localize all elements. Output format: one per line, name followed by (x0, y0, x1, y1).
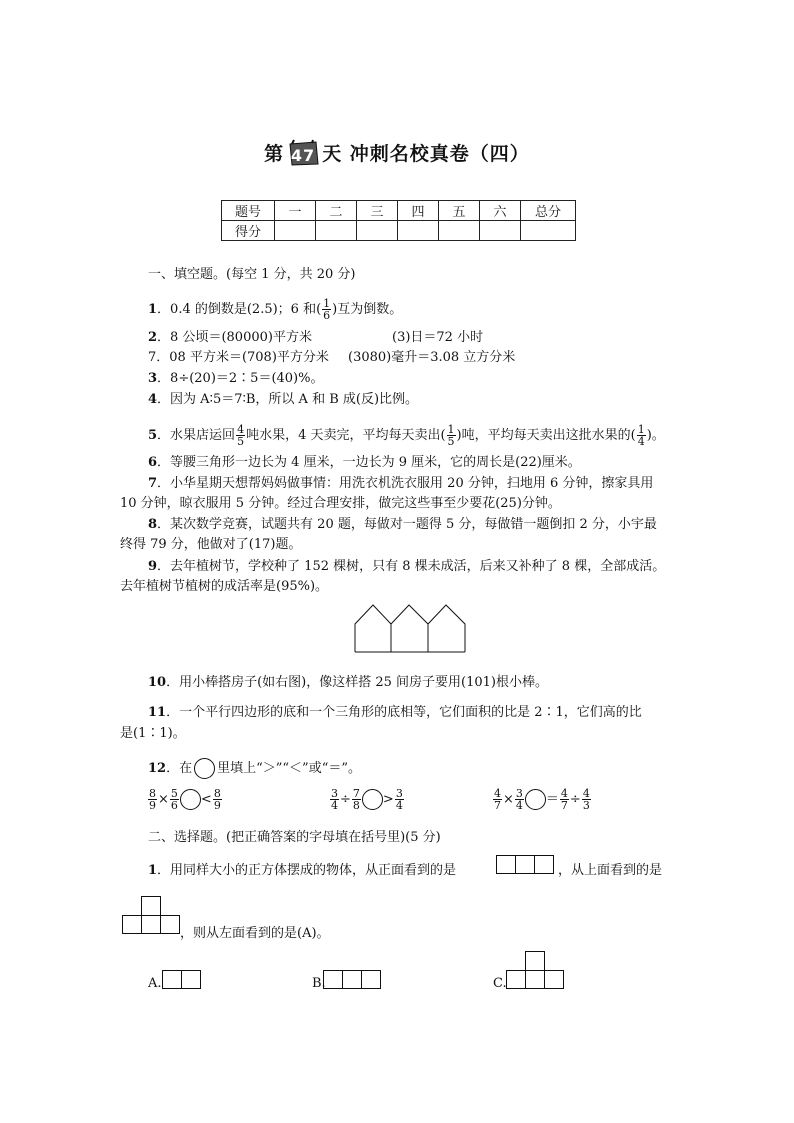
question-text: ．8 公顷＝(80000)平方米 (157, 330, 312, 345)
question-9b: 去年植树节植树的成活率是(95%)。 (120, 579, 329, 594)
score-cell[interactable] (480, 221, 521, 241)
top-view-figure (122, 896, 180, 935)
score-table (221, 200, 576, 241)
question-2a (148, 331, 312, 344)
question-number: 1 (148, 863, 158, 878)
question-text: ．某次数学竞赛，试题共有 20 题，每做对一题得 5 分，每做错一题倒扣 2 分，小宇最 (157, 517, 657, 532)
question-number: 9 (148, 559, 158, 574)
question-3 (148, 372, 323, 385)
s2-question-1a-right: ，从上面看到的是 (558, 863, 663, 878)
question-number: 7 (148, 476, 158, 491)
fraction: $\frac{1}{4}$ (637, 423, 645, 448)
fraction: $\frac{1}{6}$ (323, 297, 331, 322)
title-suffix: 天 冲刺名校真卷（四） (322, 143, 530, 165)
score-cell[interactable] (275, 221, 316, 241)
question-4 (148, 393, 418, 406)
score-cell[interactable] (521, 221, 576, 241)
question-2b: 7．08 平方米＝(708)平方分米 (148, 350, 329, 365)
question-number: 4 (148, 392, 158, 407)
score-cell[interactable] (316, 221, 357, 241)
fraction: $\frac{1}{5}$ (447, 423, 455, 448)
option-a-label: A. (148, 976, 162, 991)
calendar-icon (286, 140, 320, 166)
option-b-label: B. (312, 976, 326, 991)
question-9a (148, 560, 665, 573)
score-cell[interactable] (439, 221, 480, 241)
house-1 (355, 605, 391, 652)
question-text: )。 (646, 428, 665, 443)
section2-title: 二、选择题。(把正确答案的字母填在括号里)(5 分) (148, 830, 441, 845)
question-number: 8 (148, 517, 158, 532)
question-text: ．一个平行四边形的底和一个三角形的底相等，它们面积的比是 2∶1，它们高的比 (166, 705, 642, 720)
question-2b-right: (3080)毫升＝3.08 立方分米 (348, 350, 516, 365)
day-number: 47 (291, 146, 316, 165)
question-number: 2 (148, 330, 158, 345)
question-text: 吨水果，4 天卖完，平均每天卖出( (246, 428, 446, 443)
house-2 (391, 605, 428, 652)
header-cell: 总分 (521, 201, 576, 221)
question-text: ．水果店运回 (157, 428, 236, 443)
question-text: ．用小棒搭房子(如右图)，像这样搭 25 间房子要用(101)根小棒。 (166, 675, 549, 690)
row-label: 得分 (222, 221, 275, 241)
question-text: ．用同样大小的正方体摆成的物体，从正面看到的是 (157, 863, 457, 878)
question-text: 里填上“＞”“＜”或“＝”。 (217, 761, 361, 776)
s2-question-1b: ，则从左面看到的是(A)。 (180, 926, 330, 941)
question-text: )互为倒数。 (332, 302, 403, 317)
comparison-2: $\frac{3}{4}$ ÷ $\frac{7}{8}$ > $\frac{3}{4}$ (331, 787, 403, 812)
fraction: $\frac{4}{5}$ (237, 423, 245, 448)
score-table-header-row (222, 201, 576, 221)
header-cell: 三 (357, 201, 398, 221)
s2-question-1a (148, 864, 456, 877)
question-text: ．在 (166, 761, 193, 776)
houses-figure (354, 603, 466, 653)
question-text: ．0.4 的倒数是(2.5)；6 和( (157, 302, 322, 317)
question-5 (148, 424, 665, 447)
question-number: 3 (148, 371, 158, 386)
question-text: ．等腰三角形一边长为 4 厘米，一边长为 9 厘米，它的周长是(22)厘米。 (157, 455, 581, 470)
question-11a (148, 706, 642, 719)
page-title (0, 140, 794, 166)
question-text: ．因为 A∶5＝7∶B，所以 A 和 B 成(反)比例。 (157, 392, 419, 407)
score-cell[interactable] (398, 221, 439, 241)
option-c-label: C. (493, 976, 507, 991)
question-number: 10 (148, 675, 167, 690)
header-cell: 六 (480, 201, 521, 221)
option-a-figure[interactable] (162, 970, 202, 990)
comparison-1: $\frac{8}{9}$ × $\frac{5}{6}$ < $\frac{8}{9}$ (149, 787, 221, 812)
question-number: 1 (148, 302, 158, 317)
section1-title: 一、填空题。(每空 1 分，共 20 分) (148, 267, 356, 282)
comparison-3: $\frac{4}{7}$ × $\frac{3}{4}$ ＝ $\frac{4}{7}$ ÷ $\frac{4}{3}$ (494, 787, 590, 812)
question-text: ．去年植树节，学校种了 152 棵树，只有 8 棵未成活，后来又补种了 8 棵，全部成活。 (157, 559, 666, 574)
header-cell: 题号 (222, 201, 275, 221)
header-cell: 四 (398, 201, 439, 221)
question-number: 6 (148, 455, 158, 470)
option-c-figure[interactable] (506, 951, 564, 990)
question-text: )吨，平均每天卖出这批水果的( (456, 428, 636, 443)
question-8a (148, 518, 657, 531)
answer-circle[interactable] (525, 789, 546, 810)
question-number: 11 (148, 705, 167, 720)
question-1 (148, 298, 402, 321)
score-cell[interactable] (357, 221, 398, 241)
question-8b: 终得 79 分，他做对了(17)题。 (120, 537, 302, 552)
answer-circle[interactable] (362, 789, 383, 810)
question-11b: 是(1∶1)。 (120, 726, 186, 741)
header-cell: 一 (275, 201, 316, 221)
score-table-score-row (222, 221, 576, 241)
question-7b: 10 分钟，晾衣服用 5 分钟。经过合理安排，做完这些事至少要花(25)分钟。 (120, 496, 561, 511)
blank-circle-icon (194, 758, 215, 779)
question-6 (148, 456, 581, 469)
house-3 (428, 605, 465, 652)
question-12 (148, 758, 361, 779)
question-text: ．8÷(20)＝2∶5＝(40)%。 (157, 371, 324, 386)
question-10 (148, 676, 548, 689)
question-number: 12 (148, 761, 167, 776)
question-2a-right: (3)日＝72 小时 (392, 330, 484, 345)
question-number: 5 (148, 428, 158, 443)
option-b-figure[interactable] (323, 970, 381, 990)
header-cell: 二 (316, 201, 357, 221)
title-prefix: 第 (264, 143, 285, 165)
question-7a (148, 477, 653, 490)
answer-circle[interactable] (180, 789, 201, 810)
question-text: ．小华星期天想帮妈妈做事情：用洗衣机洗衣服用 20 分钟，扫地用 6 分钟，擦家具用 (157, 476, 654, 491)
header-cell: 五 (439, 201, 480, 221)
front-view-figure (496, 855, 554, 875)
